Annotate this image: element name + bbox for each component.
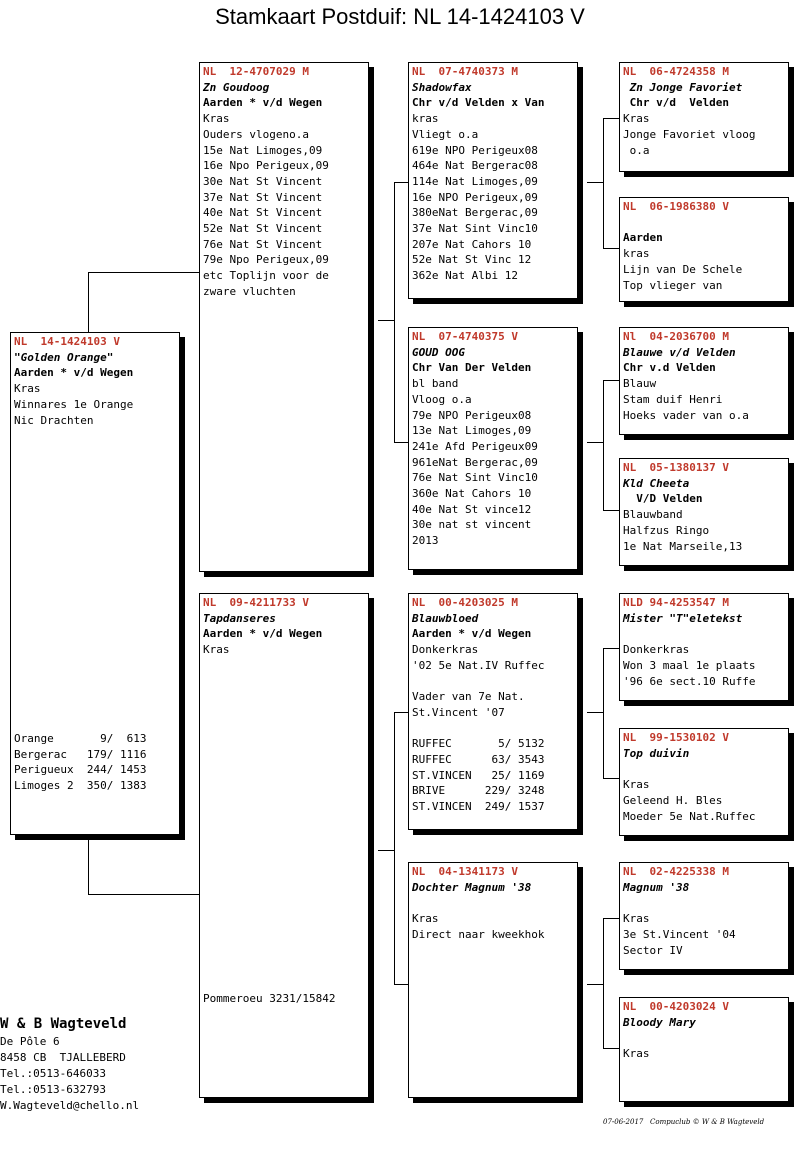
pigeon-card-father (199, 62, 369, 572)
info-line: 79e Npo Perigeux,09 (203, 253, 329, 267)
info-line: o.a (623, 143, 650, 157)
info-line: zware vluchten (203, 284, 296, 298)
info-line (409, 674, 577, 690)
pigeon-name: Shadowfax (412, 80, 472, 94)
pigeon-name: Bloody Mary (623, 1015, 696, 1029)
connector-line (587, 712, 603, 713)
pigeon-card-fff (619, 62, 789, 172)
pigeon-name: Magnum '38 (623, 880, 690, 894)
connector-line (603, 510, 619, 511)
info-line (620, 1030, 788, 1046)
connector-line (603, 918, 604, 1048)
connector-line (394, 442, 408, 443)
info-line (620, 895, 788, 911)
info-line: Kras (623, 1047, 650, 1061)
info-line: Sector IV (623, 943, 683, 957)
connector-line (603, 118, 604, 248)
connector-line (603, 1048, 619, 1049)
info-line: Kras (623, 778, 650, 792)
info-line: Vliegt o.a (412, 127, 479, 141)
info-line: Aarden * v/d Wegen (412, 627, 532, 641)
info-line: Nic Drachten (14, 413, 94, 427)
info-line: Halfzus Ringo (623, 523, 710, 537)
ring-number: NL 07-4740373 M (412, 65, 518, 78)
footer-credit: 07-06-2017 Compuclub © W & B Wagteveld (603, 1118, 765, 1126)
pigeon-name: Zn Goudoog (203, 80, 270, 94)
ring-number: NL 05-1380137 V (623, 461, 729, 474)
connector-line (88, 840, 89, 894)
connector-line (603, 918, 619, 919)
info-line: Aarden * v/d Wegen (14, 366, 134, 380)
info-line: V/D Velden (623, 492, 703, 506)
info-line: Kras (623, 112, 650, 126)
ring-number: NL 14-1424103 V (14, 335, 120, 348)
pigeon-card-subject (10, 332, 180, 835)
info-line: etc Toplijn voor de (203, 269, 329, 283)
connector-line (88, 272, 200, 273)
connector-line (587, 984, 603, 985)
result-line: Pommeroeu 3231/15842 (203, 992, 336, 1005)
info-line: Donkerkras (623, 643, 690, 657)
info-line: 13e Nat Limoges,09 (412, 424, 532, 438)
info-line: 40e Nat St Vincent (203, 206, 323, 220)
info-line: kras (623, 247, 650, 261)
connector-line (378, 320, 394, 321)
info-line: Blauw (623, 377, 657, 391)
ring-number: NL 00-4203024 V (623, 1000, 729, 1013)
info-line: 1e Nat Marseile,13 (623, 539, 743, 553)
info-line: Ouders vlogeno.a (203, 127, 309, 141)
connector-line (603, 380, 619, 381)
pigeon-card-fmm (619, 458, 789, 566)
info-line: 15e Nat Limoges,09 (203, 143, 323, 157)
ring-number: NL 02-4225338 M (623, 865, 729, 878)
connector-line (603, 648, 604, 778)
info-line: 30e nat st vincent (412, 518, 532, 532)
pigeon-card-mf (408, 593, 578, 830)
pigeon-name: Kld Cheeta (623, 476, 690, 490)
info-line: Winnares 1e Orange (14, 397, 134, 411)
info-line: 79e NPO Perigeux08 (412, 408, 532, 422)
pigeon-name: Blauwe v/d Velden (623, 345, 736, 359)
info-line: Chr Van Der Velden (412, 361, 532, 375)
info-line: 3e St.Vincent '04 (623, 927, 736, 941)
info-line: Kras (412, 912, 439, 926)
connector-line (587, 182, 603, 183)
info-line: Won 3 maal 1e plaats (623, 658, 756, 672)
info-line: Aarden (623, 231, 663, 245)
result-line: Orange 9/ 613 (14, 732, 147, 745)
pigeon-card-ffm (619, 197, 789, 302)
phone-line: Tel.:0513-646033 (0, 1067, 106, 1080)
info-line: 380eNat Bergerac,09 (412, 206, 538, 220)
page-title: Stamkaart Postduif: NL 14-1424103 V (215, 4, 585, 29)
info-line (620, 626, 788, 642)
info-line: 619e NPO Perigeux08 (412, 143, 538, 157)
connector-line (378, 850, 394, 851)
result-line: Limoges 2 350/ 1383 (14, 779, 147, 793)
pigeon-name: Top duivin (623, 746, 690, 760)
pigeon-name: GOUD OOG (412, 345, 465, 359)
info-line: BRIVE 229/ 3248 (412, 784, 545, 798)
pigeon-name: Mister "T"eletekst (623, 611, 743, 625)
info-line: Donkerkras (412, 643, 479, 657)
phone-line: Tel.:0513-632793 (0, 1083, 106, 1096)
info-line: Vloog o.a (412, 392, 472, 406)
email-line: W.Wagteveld@chello.nl (0, 1099, 140, 1112)
address-line: 8458 CB TJALLEBERD (0, 1051, 126, 1064)
owner-address (0, 1014, 139, 1114)
ring-number: NL 06-4724358 M (623, 65, 729, 78)
info-line: Kras (203, 112, 230, 126)
info-line: Hoeks vader van o.a (623, 408, 749, 422)
pigeon-card-mother (199, 593, 369, 1098)
info-line: '02 5e Nat.IV Ruffec (412, 658, 545, 672)
info-line: 76e Nat Sint Vinc10 (412, 471, 538, 485)
info-line: 2013 (412, 534, 439, 548)
info-line: kras (412, 112, 439, 126)
info-line: 52e Nat St Vinc 12 (412, 253, 532, 267)
info-line: Geleend H. Bles (623, 793, 723, 807)
info-line: 16e Npo Perigeux,09 (203, 159, 329, 173)
info-line (409, 721, 577, 737)
info-line: 76e Nat St Vincent (203, 237, 323, 251)
info-line: Aarden * v/d Wegen (203, 96, 323, 110)
connector-line (394, 182, 395, 442)
info-line: 362e Nat Albi 12 (412, 269, 518, 283)
info-line: 241e Afd Perigeux09 (412, 439, 538, 453)
connector-line (603, 248, 619, 249)
result-line: Perigueux 244/ 1453 (14, 763, 147, 777)
ring-number: NL 00-4203025 M (412, 596, 518, 609)
ring-number: NL 07-4740375 V (412, 330, 518, 343)
info-line: Moeder 5e Nat.Ruffec (623, 809, 756, 823)
info-line: 40e Nat St vince12 (412, 502, 532, 516)
pigeon-card-mm (408, 862, 578, 1098)
info-line: 30e Nat St Vincent (203, 174, 323, 188)
info-line (620, 761, 788, 777)
info-line: bl band (412, 377, 459, 391)
info-line: 37e Nat Sint Vinc10 (412, 222, 538, 236)
pigeon-card-fmf (619, 327, 789, 435)
info-line: Vader van 7e Nat. (412, 690, 525, 704)
pigeon-card-mmf (619, 862, 789, 970)
info-line: Jonge Favoriet vloog (623, 127, 756, 141)
info-line: Chr v.d Velden (623, 361, 716, 375)
pigeon-name: Tapdanseres (203, 611, 276, 625)
pigeon-name: Blauwbloed (412, 611, 479, 625)
info-line: RUFFEC 63/ 3543 (412, 753, 545, 766)
owner-name: W & B Wagteveld (0, 1016, 127, 1032)
info-line: Chr v/d Velden (623, 96, 729, 110)
pigeon-card-mff (619, 593, 789, 701)
info-line: Top vlieger van (623, 278, 723, 292)
ring-number: NLD 94-4253547 M (623, 596, 729, 609)
info-line: ST.VINCEN 25/ 1169 (412, 768, 545, 782)
info-line: RUFFEC 5/ 5132 (412, 737, 545, 751)
connector-line (88, 894, 200, 895)
info-line: 464e Nat Bergerac08 (412, 159, 538, 173)
results-list (14, 731, 146, 794)
ring-number: NL 99-1530102 V (623, 731, 729, 744)
info-line: Kras (203, 643, 230, 657)
info-line: '96 6e sect.10 Ruffe (623, 674, 756, 688)
info-line: Kras (14, 382, 41, 396)
connector-line (394, 182, 408, 183)
ring-number: NL 06-1986380 V (623, 200, 729, 213)
info-line: St.Vincent '07 (412, 705, 505, 719)
info-line: Blauwband (623, 508, 683, 522)
ring-number: Nl 04-2036700 M (623, 330, 729, 343)
connector-line (603, 380, 604, 510)
connector-line (603, 648, 619, 649)
connector-line (603, 118, 619, 119)
connector-line (394, 984, 408, 985)
connector-line (88, 272, 89, 333)
connector-line (603, 778, 619, 779)
info-line: ST.VINCEN 249/ 1537 (412, 800, 545, 814)
ring-number: NL 04-1341173 V (412, 865, 518, 878)
connector-line (587, 442, 603, 443)
info-line: 961eNat Bergerac,09 (412, 455, 538, 469)
info-line: Aarden * v/d Wegen (203, 627, 323, 641)
ring-number: NL 12-4707029 M (203, 65, 309, 78)
info-line: Chr v/d Velden x Van (412, 96, 545, 110)
info-line: 16e NPO Perigeux,09 (412, 190, 538, 204)
address-line: De Pôle 6 (0, 1035, 60, 1048)
pigeon-name: Dochter Magnum '38 (412, 880, 532, 894)
info-line: Lijn van De Schele (623, 262, 743, 276)
pigeon-name (620, 215, 788, 231)
pigeon-card-fm (408, 327, 578, 570)
info-line: Stam duif Henri (623, 392, 723, 406)
pigeon-card-mmm (619, 997, 789, 1102)
info-line (409, 895, 577, 911)
connector-line (394, 712, 408, 713)
info-line: 52e Nat St Vincent (203, 222, 323, 236)
info-line: 114e Nat Limoges,09 (412, 174, 538, 188)
info-line: 37e Nat St Vincent (203, 190, 323, 204)
connector-line (394, 712, 395, 984)
result-line: Bergerac 179/ 1116 (14, 747, 147, 761)
ring-number: NL 09-4211733 V (203, 596, 309, 609)
pigeon-card-mfm (619, 728, 789, 836)
pigeon-name: "Golden Orange" (14, 350, 114, 364)
info-line: Kras (623, 912, 650, 926)
info-line: Direct naar kweekhok (412, 927, 545, 941)
info-line: 207e Nat Cahors 10 (412, 237, 532, 251)
pigeon-card-ff (408, 62, 578, 299)
pigeon-name: Zn Jonge Favoriet (623, 80, 743, 94)
info-line: 360e Nat Cahors 10 (412, 487, 532, 501)
